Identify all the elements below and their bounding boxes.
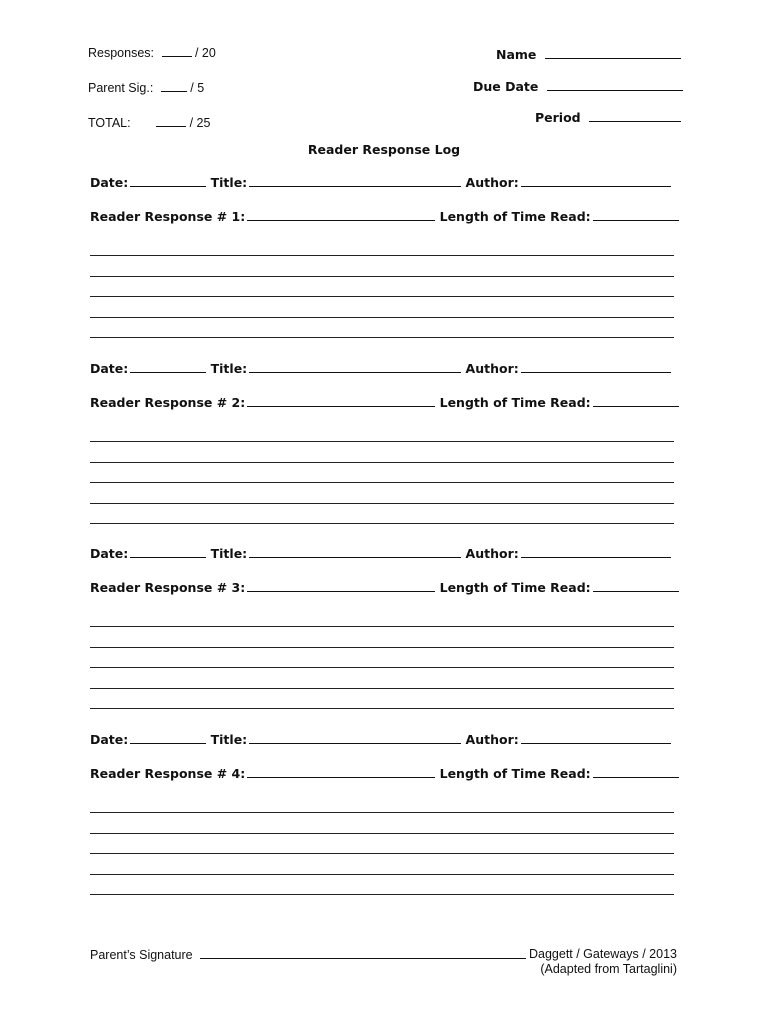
- response-writing-line[interactable]: [90, 626, 674, 627]
- total-score: [88, 115, 210, 130]
- response-writing-line[interactable]: [90, 503, 674, 504]
- response-label: Reader Response # 4:: [90, 766, 246, 781]
- parent-sig-score: [88, 80, 204, 95]
- time-read-label: Length of Time Read:: [439, 766, 591, 781]
- title-blank[interactable]: [249, 361, 461, 373]
- entry-4-book-row: [90, 732, 671, 747]
- date-blank[interactable]: [130, 732, 206, 744]
- period-field: [535, 110, 681, 125]
- due-date-blank[interactable]: [547, 79, 683, 91]
- credit-block: [529, 947, 677, 977]
- response-writing-line[interactable]: [90, 708, 674, 709]
- author-label: Author:: [465, 546, 519, 561]
- parent-sig-label: Parent Sig.:: [88, 81, 154, 95]
- date-label: Date:: [90, 175, 129, 190]
- parent-sig-total: / 5: [190, 81, 205, 95]
- author-blank[interactable]: [521, 546, 671, 558]
- entry-1-book-row: [90, 175, 671, 190]
- due-date-field: [473, 79, 683, 94]
- signature-blank[interactable]: [200, 947, 526, 959]
- name-field: [496, 47, 681, 62]
- response-label: Reader Response # 3:: [90, 580, 246, 595]
- responses-total: / 20: [194, 46, 216, 60]
- time-read-blank[interactable]: [593, 209, 679, 221]
- author-blank[interactable]: [521, 732, 671, 744]
- entry-3-book-row: [90, 546, 671, 561]
- page-title: Reader Response Log: [307, 142, 461, 157]
- parent-sig-blank[interactable]: [161, 80, 187, 92]
- response-writing-line[interactable]: [90, 833, 674, 834]
- date-blank[interactable]: [130, 175, 206, 187]
- entry-1-response-row: [90, 209, 679, 224]
- response-writing-line[interactable]: [90, 647, 674, 648]
- response-writing-line[interactable]: [90, 462, 674, 463]
- responses-score: [88, 45, 216, 60]
- time-read-blank[interactable]: [593, 766, 679, 778]
- response-writing-line[interactable]: [90, 337, 674, 338]
- author-label: Author:: [465, 175, 519, 190]
- response-writing-line[interactable]: [90, 667, 674, 668]
- title-label: Title:: [210, 361, 248, 376]
- author-label: Author:: [465, 361, 519, 376]
- title-label: Title:: [210, 546, 248, 561]
- credit-line-1: Daggett / Gateways / 2013: [528, 947, 677, 961]
- signature-label: Parent’s Signature: [90, 948, 193, 962]
- response-writing-line[interactable]: [90, 276, 674, 277]
- entry-3-response-row: [90, 580, 679, 595]
- period-label: Period: [535, 110, 581, 125]
- date-label: Date:: [90, 546, 129, 561]
- time-read-label: Length of Time Read:: [439, 395, 591, 410]
- date-label: Date:: [90, 732, 129, 747]
- entry-4-response-row: [90, 766, 679, 781]
- date-label: Date:: [90, 361, 129, 376]
- title-label: Title:: [210, 732, 248, 747]
- response-label: Reader Response # 2:: [90, 395, 246, 410]
- response-label: Reader Response # 1:: [90, 209, 246, 224]
- response-title-blank[interactable]: [247, 395, 435, 407]
- date-blank[interactable]: [130, 546, 206, 558]
- total-blank[interactable]: [156, 115, 186, 127]
- response-writing-line[interactable]: [90, 523, 674, 524]
- responses-blank[interactable]: [162, 45, 192, 57]
- response-writing-line[interactable]: [90, 482, 674, 483]
- response-writing-line[interactable]: [90, 255, 674, 256]
- parent-signature-field: [90, 947, 526, 962]
- title-label: Title:: [210, 175, 248, 190]
- entry-2-response-row: [90, 395, 679, 410]
- period-blank[interactable]: [589, 110, 681, 122]
- response-writing-line[interactable]: [90, 853, 674, 854]
- title-blank[interactable]: [249, 732, 461, 744]
- response-writing-line[interactable]: [90, 812, 674, 813]
- total-total: / 25: [189, 116, 211, 130]
- author-blank[interactable]: [521, 361, 671, 373]
- response-writing-line[interactable]: [90, 296, 674, 297]
- name-blank[interactable]: [545, 47, 681, 59]
- time-read-blank[interactable]: [593, 395, 679, 407]
- response-writing-line[interactable]: [90, 688, 674, 689]
- response-writing-line[interactable]: [90, 874, 674, 875]
- title-blank[interactable]: [249, 546, 461, 558]
- title-blank[interactable]: [249, 175, 461, 187]
- name-label: Name: [496, 47, 537, 62]
- entry-2-book-row: [90, 361, 671, 376]
- time-read-label: Length of Time Read:: [439, 209, 591, 224]
- credit-line-2: (Adapted from Tartaglini): [540, 962, 677, 976]
- responses-label: Responses:: [88, 46, 155, 60]
- time-read-blank[interactable]: [593, 580, 679, 592]
- response-title-blank[interactable]: [247, 580, 435, 592]
- author-blank[interactable]: [521, 175, 671, 187]
- time-read-label: Length of Time Read:: [439, 580, 591, 595]
- response-title-blank[interactable]: [247, 766, 435, 778]
- due-date-label: Due Date: [473, 79, 539, 94]
- author-label: Author:: [465, 732, 519, 747]
- response-writing-line[interactable]: [90, 894, 674, 895]
- total-label: TOTAL:: [88, 116, 131, 130]
- response-writing-line[interactable]: [90, 317, 674, 318]
- response-writing-line[interactable]: [90, 441, 674, 442]
- response-title-blank[interactable]: [247, 209, 435, 221]
- date-blank[interactable]: [130, 361, 206, 373]
